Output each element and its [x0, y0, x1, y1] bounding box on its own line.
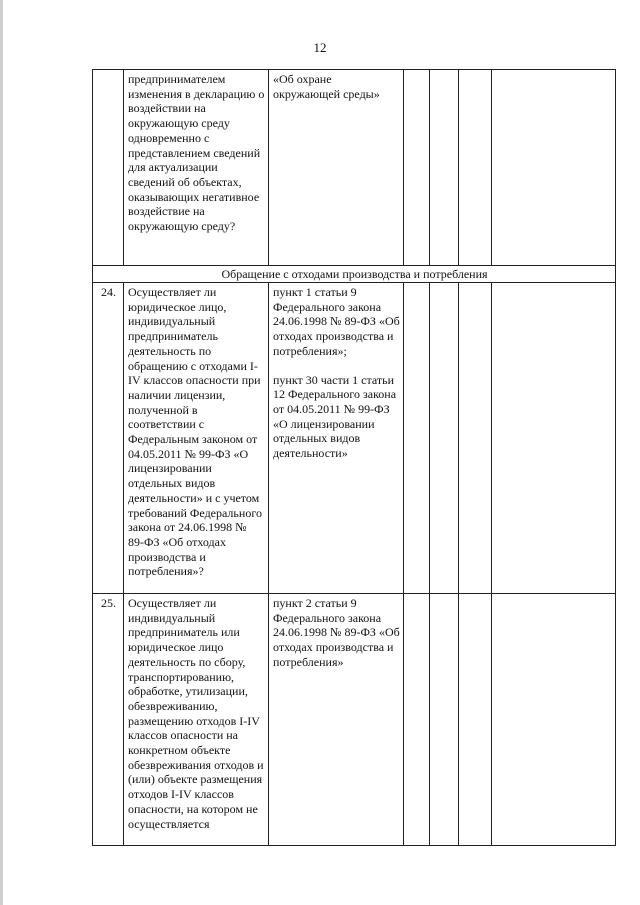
question-cell: предпринимателем изменения в декларацию о воздействии на окружающую среду одновременно с представлением сведений для актуализации сведений об объектах, оказывающих негативное воздействие на окружающую среду? [124, 70, 269, 266]
answer-no-cell [430, 594, 459, 846]
answer-yes-cell [404, 594, 430, 846]
question-cell: Осуществляет ли юридическое лицо, индивидуальный предприниматель деятельность по обращению с отходами I-IV классов опасности при наличии лицензии, полученной в соответствии с Федеральным законом от 04.05.2011 № 99-ФЗ «О лицензировании отдельных видов деятельности» и с учетом требований Федерального закона от 24.06.1998 № 89-ФЗ «Об отходах производства и потребления»? [124, 283, 269, 594]
table-row [93, 283, 616, 594]
section-title: Обращение с отходами производства и потребления [93, 266, 616, 283]
question-cell: Осуществляет ли индивидуальный предприниматель или юридическое лицо деятельность по сбору, транспортированию, обработке, утилизации, обезвреживанию, размещению отходов I-IV классов опасности на конкретном объекте обезвреживания отходов и (или) объекте размещения отходов I-IV классов опасности, на котором не осуществляется [124, 594, 269, 846]
note-cell [492, 70, 616, 266]
requisites-cell [269, 70, 404, 266]
requisite-text: пункт 30 части 1 статьи 12 Федерального закона от 04.05.2011 № 99-ФЗ «О лицензировании отдельных видов деятельности» [273, 372, 397, 461]
note-cell [492, 594, 616, 846]
answer-na-cell [459, 594, 492, 846]
table-row [93, 594, 616, 846]
table-row-continuation [93, 70, 616, 266]
requisites-cell [269, 594, 404, 846]
requisite-text: пункт 2 статьи 9 Федерального закона 24.06.1998 № 89-ФЗ «Об отходах производства и потребления» [273, 596, 400, 669]
note-cell [492, 283, 616, 594]
answer-na-cell [459, 70, 492, 266]
answer-no-cell [430, 283, 459, 594]
row-number [93, 70, 124, 266]
requisite-text: пункт 1 статьи 9 Федерального закона 24.06.1998 № 89-ФЗ «Об отходах производства и потребления»; [273, 285, 400, 358]
answer-yes-cell [404, 283, 430, 594]
answer-no-cell [430, 70, 459, 266]
requisite-text: «Об охране окружающей среды» [273, 72, 380, 101]
answer-yes-cell [404, 70, 430, 266]
checklist-table [92, 69, 616, 846]
answer-na-cell [459, 283, 492, 594]
row-number: 25. [93, 594, 124, 846]
section-row [93, 266, 616, 283]
page-number: 12 [313, 40, 327, 55]
requisites-cell [269, 283, 404, 594]
row-number: 24. [93, 283, 124, 594]
scan-edge [0, 0, 3, 905]
